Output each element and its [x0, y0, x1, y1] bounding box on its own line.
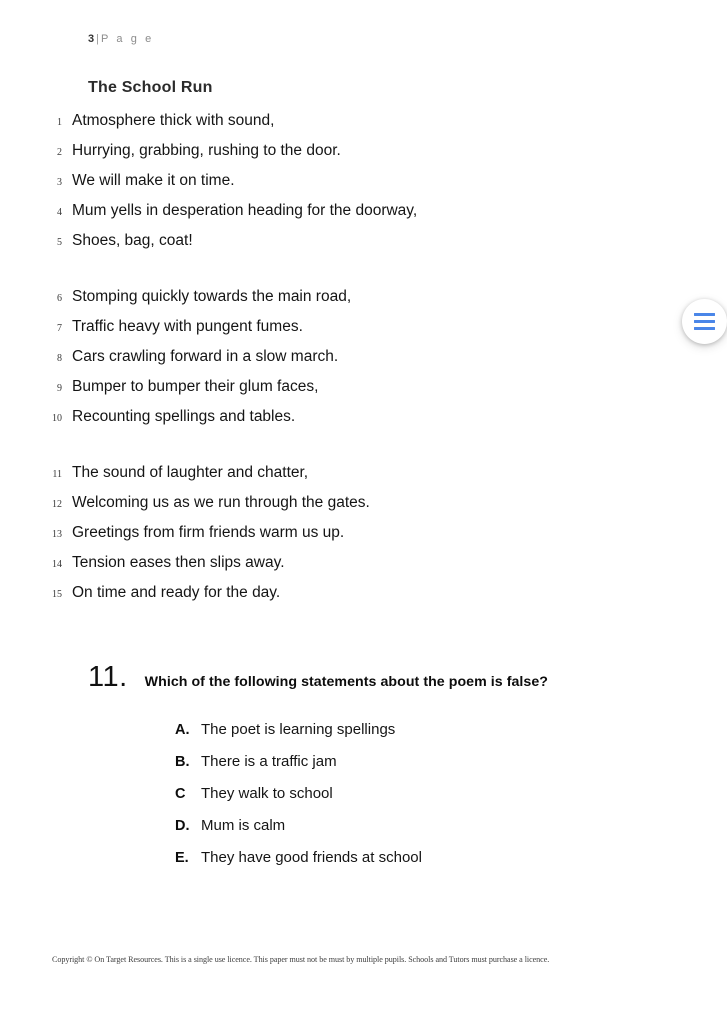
question-text: Which of the following statements about the poem is false?	[144, 674, 549, 690]
line-number: 9	[57, 383, 62, 394]
line-text: Atmosphere thick with sound,	[72, 112, 275, 129]
line-number: 10	[52, 413, 62, 424]
line-text: On time and ready for the day.	[72, 584, 281, 601]
answer-options	[0, 721, 727, 881]
poem-line	[0, 464, 727, 494]
line-text: We will make it on time.	[72, 172, 235, 189]
line-number: 15	[52, 589, 62, 600]
line-text: Tension eases then slips away.	[72, 554, 285, 571]
floating-menu-button[interactable]	[682, 299, 727, 344]
answer-option-c[interactable]	[175, 785, 727, 817]
poem-line	[0, 318, 727, 348]
poem-line	[0, 408, 727, 438]
option-letter: C	[175, 786, 186, 802]
option-letter: E.	[175, 850, 189, 866]
option-text: Mum is calm	[201, 817, 286, 834]
line-text: The sound of laughter and chatter,	[72, 464, 309, 481]
line-number: 6	[57, 293, 62, 304]
poem-line	[0, 112, 727, 142]
line-text: Shoes, bag, coat!	[72, 232, 193, 249]
option-letter: B.	[175, 754, 190, 770]
poem-stanza	[0, 112, 727, 262]
answer-option-b[interactable]	[175, 753, 727, 785]
copyright-footer: Copyright © On Target Resources. This is a single use licence. This paper must not be must by multiple pupils. Schools and Tutors must purchase a licence.	[52, 955, 550, 964]
line-text: Recounting spellings and tables.	[72, 408, 296, 425]
poem-body	[0, 112, 727, 614]
line-text: Mum yells in desperation heading for the doorway,	[72, 202, 418, 219]
question-heading	[0, 663, 727, 692]
option-letter: D.	[175, 818, 190, 834]
page-number: 3	[88, 33, 95, 45]
question-number: 11.	[88, 661, 128, 693]
poem-line	[0, 288, 727, 318]
line-number: 11	[52, 469, 62, 480]
line-text: Welcoming us as we run through the gates.	[72, 494, 370, 511]
hamburger-menu-icon	[694, 313, 715, 330]
answer-option-a[interactable]	[175, 721, 727, 753]
line-number: 14	[52, 559, 62, 570]
poem-line	[0, 378, 727, 408]
line-text: Cars crawling forward in a slow march.	[72, 348, 339, 365]
option-text: They have good friends at school	[201, 849, 422, 866]
poem-line	[0, 584, 727, 614]
line-number: 12	[52, 499, 62, 510]
line-number: 3	[57, 177, 62, 188]
line-number: 4	[57, 207, 62, 218]
line-text: Hurrying, grabbing, rushing to the door.	[72, 142, 341, 159]
poem-title: The School Run	[88, 79, 213, 96]
line-text: Bumper to bumper their glum faces,	[72, 378, 319, 395]
line-number: 1	[57, 117, 62, 128]
line-text: Traffic heavy with pungent fumes.	[72, 318, 303, 335]
option-text: They walk to school	[201, 785, 333, 802]
option-letter: A.	[175, 722, 190, 738]
page-header	[88, 33, 154, 45]
line-text: Stomping quickly towards the main road,	[72, 288, 352, 305]
line-number: 2	[57, 147, 62, 158]
line-number: 8	[57, 353, 62, 364]
question-block	[0, 663, 727, 881]
line-text: Greetings from firm friends warm us up.	[72, 524, 345, 541]
option-text: The poet is learning spellings	[201, 721, 396, 738]
poem-line	[0, 202, 727, 232]
poem-line	[0, 554, 727, 584]
poem-line	[0, 494, 727, 524]
answer-option-d[interactable]	[175, 817, 727, 849]
poem-line	[0, 142, 727, 172]
line-number: 13	[52, 529, 62, 540]
line-number: 5	[57, 237, 62, 248]
option-text: There is a traffic jam	[201, 753, 337, 770]
poem-line	[0, 232, 727, 262]
answer-option-e[interactable]	[175, 849, 727, 881]
poem-line	[0, 348, 727, 378]
poem-line	[0, 172, 727, 202]
page-header-separator: |	[96, 33, 99, 45]
poem-stanza	[0, 288, 727, 438]
page-header-label: P a g e	[100, 33, 154, 45]
line-number: 7	[57, 323, 62, 334]
poem-stanza	[0, 464, 727, 614]
poem-line	[0, 524, 727, 554]
